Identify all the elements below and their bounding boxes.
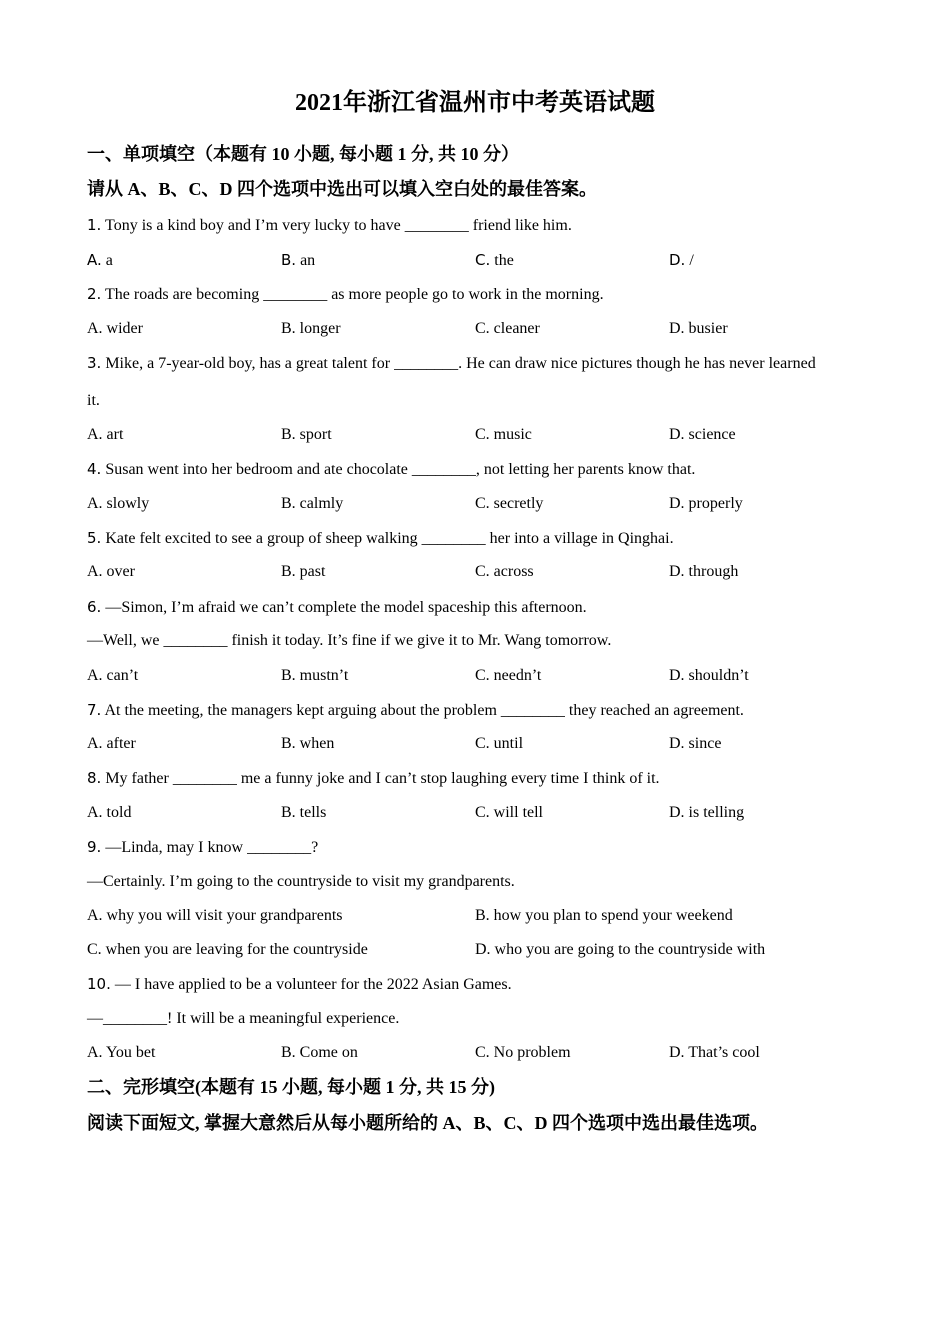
question-text: —Linda, may I know ________? [105,839,319,856]
question-10-reply: —________! It will be a meaningful experience. [87,1010,400,1027]
question-9-reply: —Certainly. I’m going to the countryside to visit my grandparents. [87,873,515,890]
question-3-continued: it. [87,392,100,409]
question-text: Mike, a 7-year-old boy, has a great talent for ________. He can draw nice pictures though he has never learned [105,355,816,372]
question-5 [87,527,674,550]
question-text: — I have applied to be a volunteer for the 2022 Asian Games. [114,976,512,993]
q9-option-a: A. why you will visit your grandparents [87,907,343,924]
q1-option-c: C. the [475,251,514,269]
question-10 [87,973,512,996]
question-number: 5. [87,529,102,547]
question-text: My father ________ me a funny joke and I can’t stop laughing every time I think of it. [105,770,660,787]
q8-option-d: D. is telling [669,804,745,821]
q10-option-c: C. No problem [475,1044,571,1061]
q2-option-c: C. cleaner [475,320,540,337]
question-number: 2. [87,285,102,303]
question-number: 9. [87,838,102,856]
q7-option-c: C. until [475,735,524,752]
q8-option-a: A. told [87,804,132,821]
question-text: Kate felt excited to see a group of sheep walking ________ her into a village in Qinghai. [105,530,674,547]
q5-option-a: A. over [87,563,135,580]
question-7 [87,699,744,722]
q9-option-d: D. who you are going to the countryside with [475,941,766,958]
question-number: 8. [87,769,102,787]
q8-option-c: C. will tell [475,804,543,821]
q10-option-a: A. You bet [87,1044,156,1061]
q3-option-b: B. sport [281,426,332,443]
q1-option-a: A. a [87,251,113,269]
question-text: Tony is a kind boy and I’m very lucky to have ________ friend like him. [105,217,572,234]
q5-option-d: D. through [669,563,739,580]
q4-option-d: D. properly [669,495,743,512]
q5-option-b: B. past [281,563,326,580]
q1-option-d: D. / [669,251,694,269]
section1-heading: 一、单项填空（本题有 10 小题, 每小题 1 分, 共 10 分） [87,144,519,164]
page-title: 2021年浙江省温州市中考英语试题 [295,90,655,116]
section2-heading: 二、完形填空(本题有 15 小题, 每小题 1 分, 共 15 分) [87,1077,495,1097]
q6-option-b: B. mustn’t [281,667,349,684]
question-text: —Simon, I’m afraid we can’t complete the model spaceship this afternoon. [105,599,587,616]
question-text: At the meeting, the managers kept arguing about the problem ________ they reached an agreement. [104,702,744,719]
q4-option-a: A. slowly [87,495,150,512]
question-8 [87,767,660,790]
q7-option-d: D. since [669,735,722,752]
question-number: 4. [87,460,102,478]
q6-option-d: D. shouldn’t [669,667,749,684]
q9-option-b: B. how you plan to spend your weekend [475,907,733,924]
q2-option-b: B. longer [281,320,341,337]
question-text: The roads are becoming ________ as more people go to work in the morning. [105,286,604,303]
question-2 [87,283,604,306]
question-3 [87,352,816,375]
q4-option-b: B. calmly [281,495,344,512]
question-number: 6. [87,598,102,616]
q10-option-d: D. That’s cool [669,1044,760,1061]
question-text: Susan went into her bedroom and ate chocolate ________, not letting her parents know that. [105,461,696,478]
q8-option-b: B. tells [281,804,327,821]
question-4 [87,458,695,481]
q6-option-a: A. can’t [87,667,139,684]
section1-instruction: 请从 A、B、C、D 四个选项中选出可以填入空白处的最佳答案。 [87,179,598,199]
question-9 [87,836,318,859]
q4-option-c: C. secretly [475,495,544,512]
q7-option-b: B. when [281,735,335,752]
q10-option-b: B. Come on [281,1044,358,1061]
question-number: 1. [87,216,102,234]
q5-option-c: C. across [475,563,534,580]
q2-option-a: A. wider [87,320,143,337]
question-6-reply: —Well, we ________ finish it today. It’s fine if we give it to Mr. Wang tomorrow. [87,632,612,649]
q9-option-c: C. when you are leaving for the countryside [87,941,368,958]
q6-option-c: C. needn’t [475,667,542,684]
q3-option-a: A. art [87,426,124,443]
q3-option-c: C. music [475,426,532,443]
question-number: 7. [87,701,102,719]
section2-instruction: 阅读下面短文, 掌握大意然后从每小题所给的 A、B、C、D 四个选项中选出最佳选项。 [87,1113,768,1133]
q1-option-b: B. an [281,251,316,269]
question-number: 10. [87,975,111,993]
q2-option-d: D. busier [669,320,728,337]
q3-option-d: D. science [669,426,736,443]
question-6 [87,596,587,619]
q7-option-a: A. after [87,735,136,752]
question-1 [87,214,572,237]
question-number: 3. [87,354,102,372]
